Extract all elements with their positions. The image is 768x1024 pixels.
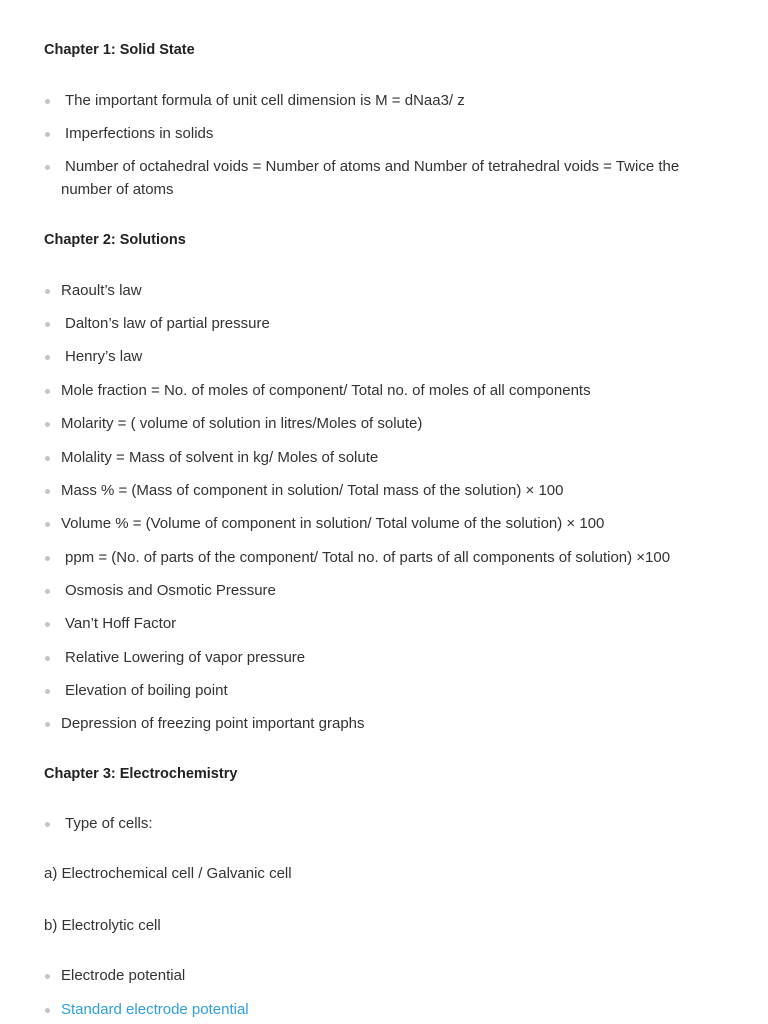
list-item xyxy=(44,312,724,335)
list-item-text: Dalton’s law of partial pressure xyxy=(65,315,270,332)
list-item-text: Depression of freezing point important graphs xyxy=(61,715,365,732)
list-item-text: Henry’s law xyxy=(65,348,143,365)
list-item xyxy=(44,612,724,635)
list-item xyxy=(44,412,724,435)
bullet-icon xyxy=(45,1008,50,1013)
bullet-icon xyxy=(45,822,50,827)
list-item xyxy=(44,479,724,502)
list-item-text: Molality = Mass of solvent in kg/ Moles of solute xyxy=(61,449,379,466)
list-item xyxy=(44,512,724,535)
bullet-icon xyxy=(45,722,50,727)
list-item xyxy=(44,279,724,302)
list-item-text: Van’t Hoff Factor xyxy=(65,615,177,632)
list-item-text: Elevation of boiling point xyxy=(65,682,228,699)
list-item-text: Mole fraction = No. of moles of component/ Total no. of moles of all components xyxy=(61,382,591,399)
list-item-text: Mass % = (Mass of component in solution/ Total mass of the solution) × 100 xyxy=(61,482,564,499)
bullet-icon xyxy=(45,422,50,427)
standard-electrode-potential-link[interactable]: Standard electrode potential xyxy=(61,1001,249,1018)
list-item xyxy=(44,964,724,987)
bullet-icon xyxy=(45,522,50,527)
list-item xyxy=(44,345,724,368)
bullet-icon xyxy=(45,99,50,104)
list-item xyxy=(44,155,724,201)
cell-type-b: b) Electrolytic cell xyxy=(44,917,161,934)
list-item-text: Raoult’s law xyxy=(61,282,142,299)
bullet-icon xyxy=(45,355,50,360)
bullet-icon xyxy=(45,132,50,137)
list-item-text: Number of octahedral voids = Number of atoms and Number of tetrahedral voids = Twice the number of atoms xyxy=(61,158,680,198)
list-item xyxy=(44,122,724,145)
list-item-text: Type of cells: xyxy=(65,815,153,832)
list-item xyxy=(44,446,724,469)
bullet-icon xyxy=(45,656,50,661)
bullet-icon xyxy=(45,289,50,294)
list-item-text: Imperfections in solids xyxy=(65,125,214,142)
list-item xyxy=(44,546,744,569)
bullet-icon xyxy=(45,389,50,394)
list-item-text: Osmosis and Osmotic Pressure xyxy=(65,582,276,599)
chapter-3-heading: Chapter 3: Electrochemistry xyxy=(44,766,238,782)
list-item xyxy=(44,712,724,735)
list-item[interactable] xyxy=(44,998,724,1021)
bullet-icon xyxy=(45,556,50,561)
list-item xyxy=(44,89,724,112)
list-item xyxy=(44,812,724,835)
list-item xyxy=(44,379,724,402)
list-item-text: The important formula of unit cell dimension is M = dNaa3/ z xyxy=(65,92,465,109)
bullet-icon xyxy=(45,622,50,627)
bullet-icon xyxy=(45,489,50,494)
bullet-icon xyxy=(45,456,50,461)
bullet-icon xyxy=(45,322,50,327)
list-item-text: Molarity = ( volume of solution in litres/Moles of solute) xyxy=(61,415,423,432)
bullet-icon xyxy=(45,974,50,979)
bullet-icon xyxy=(45,165,50,170)
list-item xyxy=(44,579,724,602)
chapter-1-heading: Chapter 1: Solid State xyxy=(44,42,195,58)
list-item xyxy=(44,679,724,702)
list-item-text: Relative Lowering of vapor pressure xyxy=(65,649,306,666)
list-item-text: Electrode potential xyxy=(61,967,186,984)
cell-type-a: a) Electrochemical cell / Galvanic cell xyxy=(44,865,292,882)
chapter-2-heading: Chapter 2: Solutions xyxy=(44,232,186,248)
list-item-text: ppm = (No. of parts of the component/ Total no. of parts of all components of solution) ×100 xyxy=(65,549,671,566)
list-item-text: Volume % = (Volume of component in solution/ Total volume of the solution) × 100 xyxy=(61,515,605,532)
bullet-icon xyxy=(45,689,50,694)
bullet-icon xyxy=(45,589,50,594)
list-item xyxy=(44,646,724,669)
